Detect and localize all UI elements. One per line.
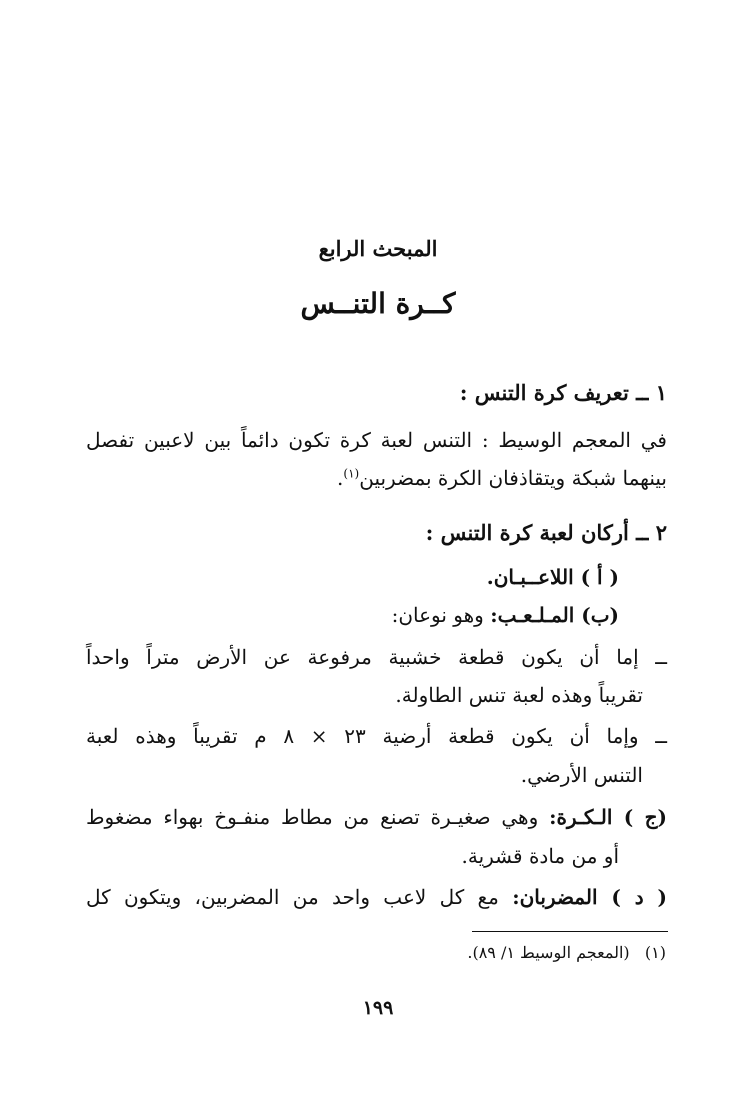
item-a: ( أ ) اللاعــبـان. — [486, 565, 619, 589]
dash1-line1: ــ إما أن يكون قطعة خشبية مرفوعة عن الأرض متراً واحداً — [86, 645, 667, 669]
item-d-label: ( د ) المضربان: — [512, 885, 668, 909]
section2-heading: ٢ ــ أركان لعبة كرة التنس : — [425, 520, 667, 545]
dash2-line2: التنس الأرضي. — [520, 763, 643, 787]
dash2-line1: ــ وإما أن يكون قطعة أرضية ٢٣ × ٨ م تقريباً وهذه لعبة — [86, 724, 667, 748]
page-title: كــرة التنــس — [300, 287, 456, 320]
page-number: ١٩٩ — [362, 997, 394, 1019]
section1-heading: ١ ــ تعريف كرة التنس : — [459, 380, 667, 405]
footnote-marker: (١) — [644, 943, 666, 962]
item-b-text: وهو نوعان: — [391, 603, 484, 627]
item-d-text: مع كل لاعب واحد من المضربين، ويتكون كل — [86, 885, 499, 909]
item-c-line2: أو من مادة قشرية. — [461, 844, 619, 868]
item-c-text: وهي صغيـرة تصنع من مطاط منفـوخ بهواء مضغوط — [86, 805, 539, 829]
section1-line2-text: بينهما شبكة ويتقاذفان الكرة بمضربين — [359, 466, 667, 490]
chapter-label: المبحث الرابع — [318, 236, 438, 261]
section1-line1: في المعجم الوسيط : التنس لعبة كرة تكون دائماً بين لاعبين تفصل — [86, 428, 667, 452]
item-b — [392, 603, 619, 627]
footnote-divider — [472, 931, 668, 932]
footnote-text: (المعجم الوسيط ١/ ٨٩). — [467, 943, 630, 962]
item-b-label: (ب) المـلـعـب: — [490, 603, 619, 627]
item-c-label: (ج ) الـكـرة: — [549, 805, 668, 829]
item-c — [86, 805, 667, 829]
section1-line2-end: . — [337, 466, 344, 490]
item-d — [86, 885, 667, 909]
footnote-reference: (١) — [343, 466, 360, 481]
dash1-line2: تقريباً وهذه لعبة تنس الطاولة. — [395, 683, 643, 707]
section1-line2 — [337, 466, 667, 490]
footnote — [467, 943, 666, 962]
